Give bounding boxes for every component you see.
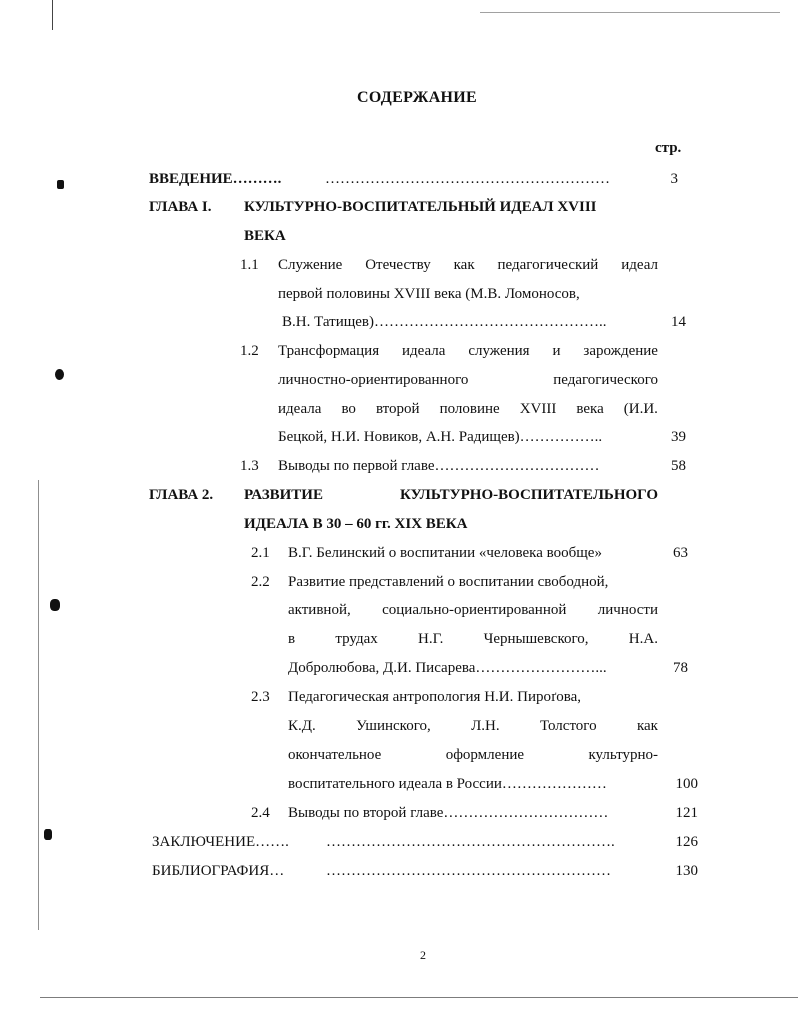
toc-chapter1-title: КУЛЬТУРНО-ВОСПИТАТЕЛЬНЫЙ ИДЕАЛ XVIII [244,199,597,215]
toc-chapter2-label: ГЛАВА 2. [149,487,214,503]
toc-conclusion-label: ЗАКЛЮЧЕНИЕ……. [152,834,289,850]
scan-edge-left-lower [38,480,39,930]
word: активной, [288,602,351,618]
word: как [453,257,475,273]
page-number: 2 [420,948,426,962]
toc-section-title-cont [278,371,658,389]
toc-bibliography-dots: ………………………………………………… [326,863,611,879]
word: РАЗВИТИЕ [244,487,323,503]
word: половине [439,401,500,417]
toc-chapter1-label: ГЛАВА I. [149,199,212,215]
binder-hole-mark [57,180,64,189]
toc-section-title [278,256,658,274]
toc-section-page: 14 [671,314,686,330]
toc-conclusion-page: 126 [675,834,698,850]
toc-bibliography-page: 130 [675,863,698,879]
word: второй [375,401,420,417]
word: Л.Н. [471,718,500,734]
toc-section-number: 1.1 [240,257,259,273]
toc-section-title-cont: воспитательного идеала в России………………… [288,776,607,792]
toc-section-title-cont [288,717,658,735]
word: как [636,718,658,734]
toc-section-title: Выводы по второй главе…………………………… [288,805,609,821]
toc-section-title-cont: Добролюбова, Д.И. Писарева……………………... [288,660,607,676]
word: педагогического [553,372,658,388]
toc-intro-page: 3 [670,171,678,187]
toc-section-number: 2.1 [251,545,270,561]
toc-section-title-cont: первой половины XVIII века (М.В. Ломоносов, [278,286,580,302]
toc-section-page: 78 [673,660,688,676]
word: социально-ориентированной [382,602,567,618]
word: Толстого [539,718,597,734]
word: Ушинского, [356,718,431,734]
word: идеала [278,401,322,417]
word: века [576,401,604,417]
toc-section-title: Выводы по первой главе…………………………… [278,458,600,474]
toc-section-page: 121 [675,805,698,821]
toc-section-title: В.Г. Белинский о воспитании «человека вообще» [288,545,602,561]
word: и [552,343,561,359]
toc-section-title-cont [278,400,658,418]
word: трудах [335,631,378,647]
word: идеала [402,343,446,359]
toc-section-title-cont [288,746,658,764]
word: служения [468,343,530,359]
toc-section-number: 1.2 [240,343,259,359]
toc-section-page: 100 [675,776,698,792]
toc-section-title: Педагогическая антропология Н.И. Пироґова, [288,689,582,705]
binder-hole-mark [44,829,52,840]
toc-chapter2-title [244,486,658,504]
scan-edge-top [480,12,780,13]
toc-section-title-cont [288,630,658,648]
page-title: СОДЕРЖАНИЕ [356,89,478,106]
word: XVIII [519,401,557,417]
word: Н.Г. [418,631,444,647]
toc-section-number: 1.3 [240,458,259,474]
word: оформление [445,747,525,763]
word: окончательное [288,747,382,763]
binder-hole-mark [50,599,60,611]
scan-edge-left [52,0,53,30]
toc-section-title-cont: В.Н. Татищев)……………………………………….. [282,314,607,330]
word: идеал [621,257,658,273]
word: КУЛЬТУРНО-ВОСПИТАТЕЛЬНОГО [400,487,658,503]
word: зарождение [583,343,658,359]
binder-hole-mark [55,369,64,380]
toc-chapter2-title-cont: ИДЕАЛА В 30 – 60 гг. XIX ВЕКА [244,516,468,532]
word: культурно- [588,747,658,763]
word: в [288,631,296,647]
toc-section-page: 58 [671,458,686,474]
word: во [341,401,356,417]
toc-section-page: 39 [671,429,686,445]
toc-intro-dots: ………………………………………………… [325,171,610,187]
toc-section-number: 2.2 [251,574,270,590]
word: К.Д. [288,718,316,734]
toc-section-title-cont [288,601,658,619]
toc-intro-label: ВВЕДЕНИЕ………. [149,171,282,187]
word: личности [597,602,658,618]
toc-bibliography-label: БИБЛИОГРАФИЯ… [152,863,285,879]
word: (И.И. [623,401,658,417]
toc-section-page: 63 [673,545,688,561]
word: Отечеству [365,257,431,273]
word: педагогический [497,257,599,273]
toc-section-number: 2.4 [251,805,270,821]
page-column-label: стр. [655,140,682,156]
word: Н.А. [628,631,658,647]
toc-section-title: Развитие представлений о воспитании свободной, [288,574,609,590]
toc-section-title-cont: Бецкой, Н.И. Новиков, А.Н. Радищев)…………….. [278,429,603,445]
scan-edge-bottom [40,997,798,998]
word: Трансформация [278,343,380,359]
word: Чернышевского, [483,631,589,647]
word: Служение [278,257,343,273]
toc-section-title [278,342,658,360]
toc-chapter1-title-cont: ВЕКА [244,228,286,244]
word: личностно-ориентированного [278,372,469,388]
toc-section-number: 2.3 [251,689,270,705]
toc-conclusion-dots: …………………………………………………. [326,834,615,850]
